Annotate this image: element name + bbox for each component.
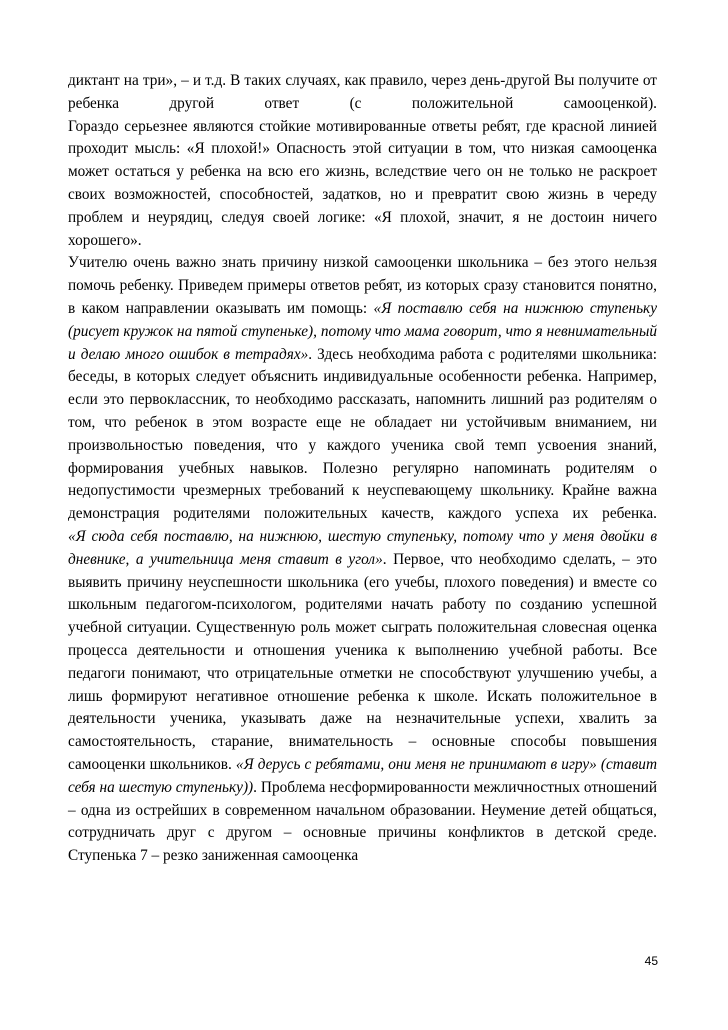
- child-quote: «Я сюда себя поставлю, на нижнюю, шестую ступеньку, потому что у меня двойки в дневнике, а учительница меня ставит в угол»: [68, 527, 657, 568]
- page-number: 45: [644, 954, 658, 968]
- text-run: Учителю очень важно знать причину низкой самооценки школьника – без этого нельзя помочь ребенку. Приведем примеры ответов ребят, из которых сразу становится понятно, в каком направлении оказывать им помощь:: [68, 254, 657, 317]
- page-body: [68, 70, 657, 868]
- text-run: . Здесь необходима работа с родителями школьника: беседы, в которых следует объяснить индивидуальные особенности ребенка. Например, если это первоклассник, то необходимо рассказать, напомнить лишний раз родителям о том, что ребенок в этом возрасте еще не обладает ни устойчивым вниманием, ни произвольностью поведения, что у каждого ученика свой темп усвоения знаний, формирования учебных навыков. Полезно регулярно напоминать родителям о недопустимости чрезмерных требований к неуспевающему школьнику. Крайне важна демонстрация родителями положительных качеств, каждого успеха их ребенка.: [68, 345, 657, 523]
- text-run: . Проблема несформированности межличностных отношений – одна из острейших в современном начальном образовании. Неумение детей общаться, сотрудничать друг с другом – основные причины конфликтов в детской среде.: [68, 778, 658, 842]
- paragraph-3: [68, 252, 657, 526]
- step-heading: [68, 845, 657, 868]
- text-run: . Первое, что необходимо сделать, – это выявить причину неуспешности школьника (его учебы, плохого поведения) и вместе со школьным педагогом-психологом, родителями начать работу по созданию успешной учебной ситуации. Существенную роль может сыграть положительная словесная оценка процесса деятельности и отношения ученика к выполнению учебной работы. Все педагоги понимают, что отрицательные отметки не способствуют улучшению учебы, а лишь формируют негативное отношение ребенка к школе. Искать положительное в деятельности ученика, указывать даже на незначительные успехи, хвалить за самостоятельность, старание, внимательность – основные способы повышения самооценки школьников.: [68, 550, 657, 773]
- child-quote: «Я поставлю себя на нижнюю ступеньку (рисует кружок на пятой ступеньке), потому что мама говорит, что я невнимательный и делаю много ошибок в тетрадях»: [68, 299, 657, 363]
- text-run: диктант на три», – и т.д. В таких случаях, как правило, через день-другой Вы получите от ребенка другой ответ (с положительной самооценкой).: [68, 72, 657, 112]
- paragraph-2: [68, 116, 657, 253]
- text-run: Гораздо серьезнее являются стойкие мотивированные ответы ребят, где красной линией проходит мысль: «Я плохой!» Опасность этой ситуации в том, что низкая самооценка может остаться у ребенка на всю его жизнь, вследствие чего он не только не раскроет своих возможностей, способностей, задатков, но и превратит свою жизнь в череду проблем и неурядиц, следуя своей логике: «Я плохой, значит, я не достоин ничего хорошего».: [68, 117, 657, 249]
- paragraph-1: [68, 70, 657, 116]
- child-quote: «Я дерусь с ребятами, они меня не принимают в игру» (ставит себя на шестую ступеньку)): [68, 755, 657, 796]
- paragraph-4: [68, 526, 657, 845]
- text-run: Ступенька 7 – резко заниженная самооценка: [68, 847, 359, 865]
